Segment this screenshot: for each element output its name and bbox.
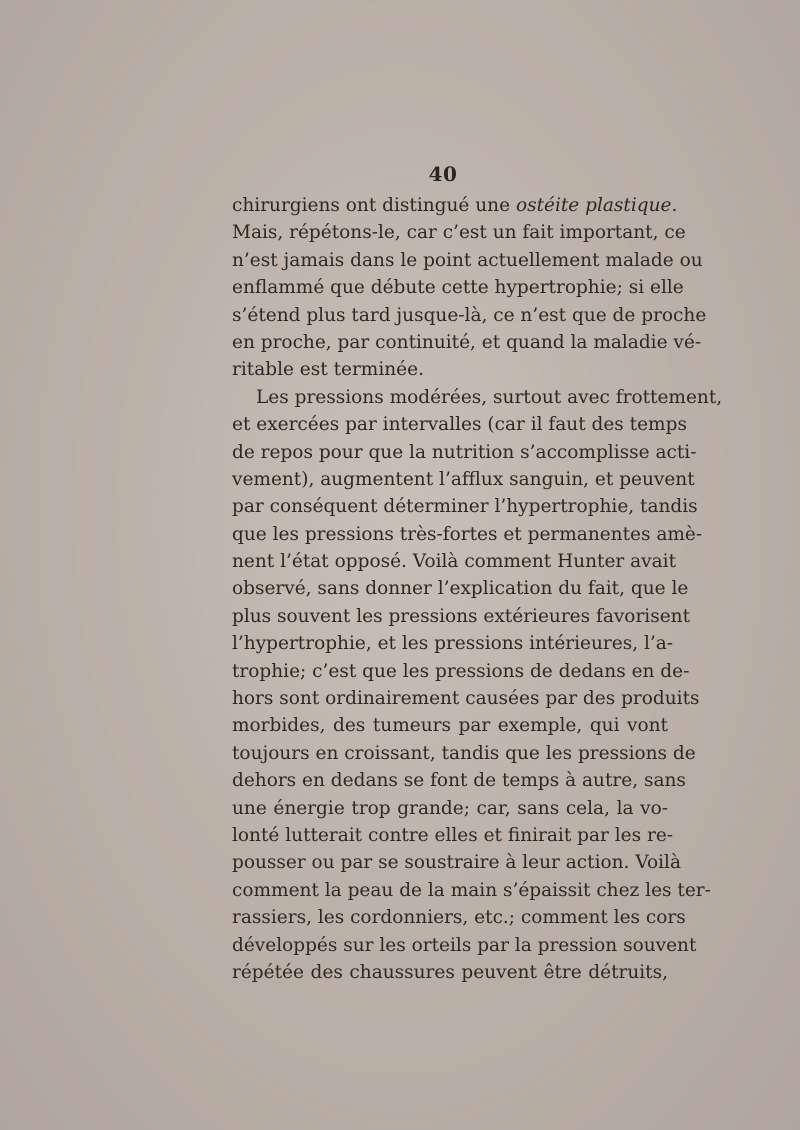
italic-term: ostéite plastique. xyxy=(515,195,678,216)
text-line: trophie; c’est que les pressions de dedans en de- xyxy=(232,660,690,682)
text-line: par conséquent déterminer l’hypertrophie, tandis xyxy=(232,496,698,518)
text-line: observé, sans donner l’explication du fait, que le xyxy=(232,578,689,600)
text-line: n’est jamais dans le point actuellement malade ou xyxy=(232,249,703,271)
text-line: morbides, des tumeurs par exemple, qui vont xyxy=(232,715,668,737)
page-number: 40 xyxy=(428,162,458,186)
text-line: Mais, répétons-le, car c’est un fait important, ce xyxy=(232,222,686,244)
text-line: enflammé que débute cette hypertrophie; si elle xyxy=(232,277,684,299)
text-line: pousser ou par se soustraire à leur action. Voilà xyxy=(232,852,681,874)
text-line: nent l’état opposé. Voilà comment Hunter avait xyxy=(232,551,677,573)
text-line: l’hypertrophie, et les pressions intérieures, l’a- xyxy=(232,633,674,655)
text-line: plus souvent les pressions extérieures favorisent xyxy=(232,605,691,627)
text-line: lonté lutterait contre elles et finirait par les re- xyxy=(232,824,674,846)
text-line: et exercées par intervalles (car il faut des temps xyxy=(232,414,687,436)
text-line: de repos pour que la nutrition s’accomplisse acti- xyxy=(232,441,697,463)
text-line: hors sont ordinairement causées par des produits xyxy=(232,688,700,710)
text-line: une énergie trop grande; car, sans cela, la vo- xyxy=(232,797,668,819)
text-line: s’étend plus tard jusque-là, ce n’est que de proche xyxy=(232,304,707,326)
text-line: répétée des chaussures peuvent être détruits, xyxy=(232,961,668,983)
text-line: ritable est terminée. xyxy=(232,359,424,381)
text-line: dehors en dedans se font de temps à autre, sans xyxy=(232,770,686,792)
text-line: rassiers, les cordonniers, etc.; comment les cors xyxy=(232,907,686,929)
text-line: comment la peau de la main s’épaissit chez les ter- xyxy=(232,879,711,901)
text-line: développés sur les orteils par la pression souvent xyxy=(232,934,697,956)
text-line: que les pressions très-fortes et permanentes amè- xyxy=(232,523,703,545)
body-text xyxy=(232,192,723,986)
text-line: chirurgiens ont distingué une ostéite plastique. xyxy=(232,195,678,216)
text-line: en proche, par continuité, et quand la maladie vé- xyxy=(232,331,702,353)
text-line: vement), augmentent l’afflux sanguin, et peuvent xyxy=(232,468,695,490)
paragraph-start-line: Les pressions modérées, surtout avec frottement, xyxy=(256,386,723,408)
text-line: toujours en croissant, tandis que les pressions de xyxy=(232,742,696,764)
